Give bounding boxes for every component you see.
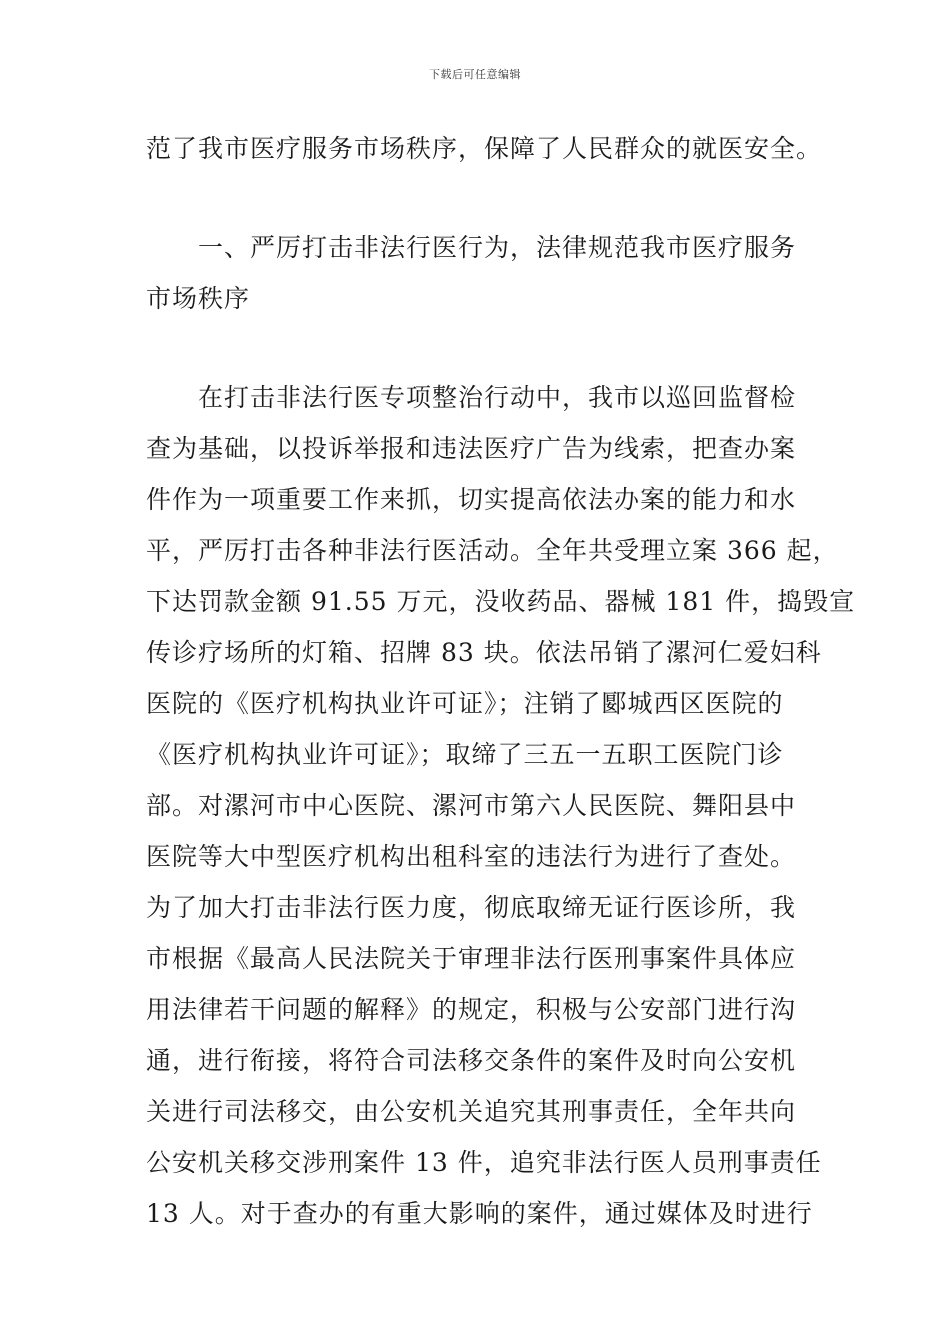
body-line: 医院等大中型医疗机构出租科室的违法行为进行了查处。 (146, 842, 797, 871)
body-line: 13 人。对于查办的有重大影响的案件，通过媒体及时进行 (146, 1199, 813, 1228)
page-header-note: 下载后可任意编辑 (429, 68, 521, 81)
body-line: 查为基础，以投诉举报和违法医疗广告为线索，把查办案 (146, 434, 797, 463)
body-line: 市根据《最高人民法院关于审理非法行医刑事案件具体应 (146, 944, 797, 973)
body-line: 用法律若干问题的解释》的规定，积极与公安部门进行沟 (146, 995, 797, 1024)
body-line: 公安机关移交涉刑案件 13 件，追究非法行医人员刑事责任 (146, 1148, 822, 1177)
body-line: 《医疗机构执业许可证》；取缔了三五一五职工医院门诊 (146, 740, 784, 769)
body-line: 范了我市医疗服务市场秩序，保障了人民群众的就医安全。 (146, 134, 823, 163)
body-line: 关进行司法移交，由公安机关追究其刑事责任，全年共向 (146, 1097, 797, 1126)
body-line: 为了加大打击非法行医力度，彻底取缔无证行医诊所，我 (146, 893, 797, 922)
body-line: 下达罚款金额 91.55 万元，没收药品、器械 181 件，捣毁宣 (146, 587, 856, 616)
section-heading-line: 市场秩序 (146, 284, 251, 313)
body-line: 在打击非法行医专项整治行动中，我市以巡回监督检 (198, 383, 797, 412)
body-line: 件作为一项重要工作来抓，切实提高依法办案的能力和水 (146, 485, 797, 514)
body-line: 传诊疗场所的灯箱、招牌 83 块。依法吊销了漯河仁爱妇科 (146, 638, 822, 667)
section-heading-line: 一、严厉打击非法行医行为，法律规范我市医疗服务 (198, 233, 797, 262)
body-line: 通，进行衔接，将符合司法移交条件的案件及时向公安机 (146, 1046, 797, 1075)
body-line: 医院的《医疗机构执业许可证》；注销了郾城西区医院的 (146, 689, 784, 718)
body-line: 平，严厉打击各种非法行医活动。全年共受理立案 366 起， (146, 536, 839, 565)
body-line: 部。对漯河市中心医院、漯河市第六人民医院、舞阳县中 (146, 791, 797, 820)
